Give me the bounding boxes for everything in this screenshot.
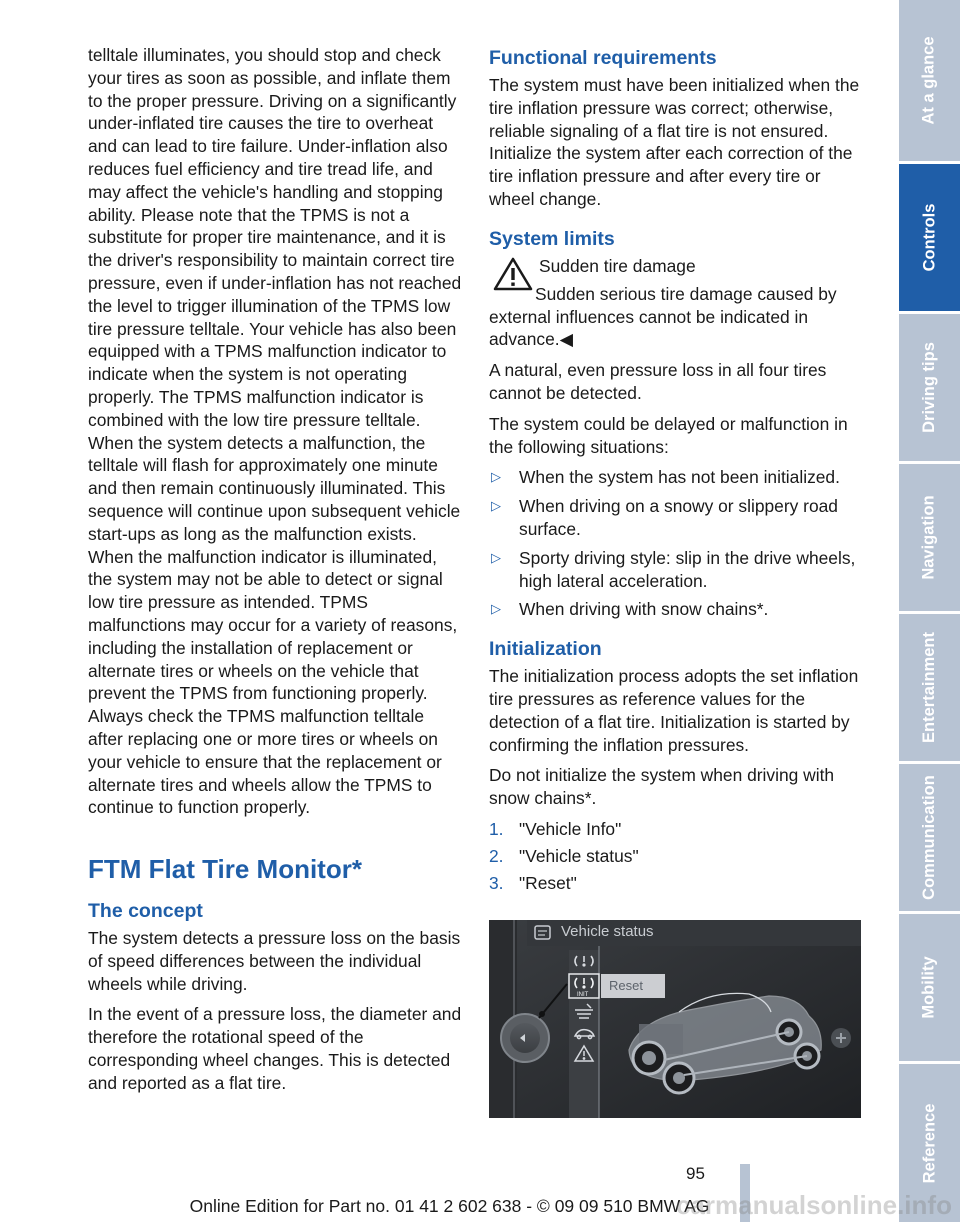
list-item <box>489 598 861 621</box>
warning-text <box>489 283 861 351</box>
reset-menu-item[interactable]: Reset <box>609 978 643 993</box>
chapter-tabs <box>899 0 960 1222</box>
idrive-display <box>489 920 861 1118</box>
page-number: 95 <box>686 1164 705 1183</box>
list-item <box>489 818 861 841</box>
tab-driving-tips[interactable] <box>899 314 960 461</box>
section-title: FTM Flat Tire Monitor* <box>88 854 362 885</box>
bullet-text: Sporty driving style: slip in the drive wheels, high lateral acceleration. <box>519 547 856 591</box>
warning-text-content: Sudden serious tire damage caused by external influences cannot be indicated in advance.◀ <box>489 283 837 350</box>
bullet-marker: ▷ <box>491 549 501 565</box>
step-text: "Vehicle status" <box>519 845 639 866</box>
watermark: carmanualsonline.info <box>676 1190 952 1220</box>
warning-title: Sudden tire damage <box>539 255 696 276</box>
vehicle-status-screenshot <box>489 920 861 1118</box>
tab-navigation[interactable] <box>899 464 960 611</box>
step-text: "Reset" <box>519 872 577 893</box>
limits-paragraph-2: The system could be delayed or malfunction in the following situations: <box>489 413 848 457</box>
list-item <box>489 845 861 868</box>
bullet-marker: ▷ <box>491 601 501 617</box>
tab-communication[interactable] <box>899 764 960 911</box>
limits-paragraph-1: A natural, even pressure loss in all four tires cannot be detected. <box>489 360 827 403</box>
limits-bullet-list <box>489 466 861 621</box>
list-item <box>489 495 861 541</box>
step-text: "Vehicle Info" <box>519 818 622 839</box>
tab-controls[interactable] <box>899 164 960 311</box>
functional-requirements-paragraph: The system must have been initialized when the tire inflation pressure was correct; otherwise, reliable signaling of a flat tire is not ensured. Initialize the system after each correction of the tire inflation pressure and after every tire or wheel change. <box>489 75 860 209</box>
tab-entertainment[interactable] <box>899 614 960 761</box>
tpms-paragraph: telltale illuminates, you should stop and check your tires as soon as possible, and inflate them to the proper pressure. Driving on a significantly under-inflated tire causes the tire to overheat and can lead to tire failure. Under-inflation also reduces fuel efficiency and tire tread life, and may affect the vehicle's handling and stopping ability. Please note that the TPMS is not a substitute for proper tire maintenance, and it is the driver's responsibility to maintain correct tire pressure, even if under-inflation has not reached the level to trigger illumination of the TPMS low tire pressure telltale. Your vehicle has also been equipped with a TPMS malfunction indicator to indicate when the system is not operating properly. The TPMS malfunction indicator is combined with the low tire pressure telltale. When the system detects a malfunction, the telltale will flash for approximately one minute and then remain continuously illuminated. This sequence will continue upon subsequent vehicle start-ups as long as the malfunction exists. When the malfunction indicator is illuminated, the system may not be able to detect or signal low tire pressure as intended. TPMS malfunctions may occur for a variety of reasons, including the installation of replacement or alternate tires or wheels on the vehicle that prevent the TPMS from functioning properly. Always check the TPMS malfunction telltale after replacing one or more tires or wheels on your vehicle to ensure that the replacement or alternate tires and wheels allow the TPMS to continue to function properly. <box>88 45 462 818</box>
initialization-paragraph-2: Do not initialize the system when driving with snow chains*. <box>489 765 835 809</box>
concept-paragraph-2: In the event of a pressure loss, the diameter and therefore the rotational speed of the corresponding wheel changes. This is detected and reported as a flat tire. <box>88 1004 462 1093</box>
bullet-marker: ▷ <box>491 469 501 485</box>
step-number: 3. <box>489 872 504 893</box>
initialization-paragraph-1: The initialization process adopts the set inflation tire pressures as reference values for the detection of a flat tire. Initialization is started by confirming the inflation pressures. <box>489 666 859 755</box>
functional-requirements-heading: Functional requirements <box>489 47 717 69</box>
bullet-text: When driving on a snowy or slippery road surface. <box>519 496 838 539</box>
tab-label: Driving tips <box>920 342 939 433</box>
bullet-text: When the system has not been initialized. <box>519 467 840 488</box>
tab-label: Reference <box>920 1103 939 1183</box>
bullet-text: When driving with snow chains*. <box>519 599 769 620</box>
screen-title: Vehicle status <box>561 923 654 940</box>
list-item <box>489 872 861 895</box>
bullet-marker: ▷ <box>491 498 501 514</box>
footer-text: Online Edition for Part no. 01 41 2 602 638 - © 09 09 510 BMW AG <box>189 1196 710 1216</box>
tab-label: Communication <box>920 775 939 900</box>
init-label: INIT <box>577 992 589 998</box>
tab-label: Navigation <box>920 495 939 580</box>
step-number: 1. <box>489 818 504 839</box>
tab-label: Controls <box>920 203 938 272</box>
steps-list <box>489 818 861 894</box>
concept-paragraph-1: The system detects a pressure loss on the basis of speed differences between the individual wheels while driving. <box>88 928 461 994</box>
right-column <box>489 44 861 904</box>
system-limits-heading: System limits <box>489 227 615 250</box>
tab-mobility[interactable] <box>899 914 960 1061</box>
tab-at-a-glance[interactable] <box>899 0 960 161</box>
left-column <box>88 44 462 1103</box>
tab-label: At a glance <box>920 36 938 125</box>
list-item <box>489 466 861 489</box>
concept-heading: The concept <box>88 900 203 923</box>
initialization-heading: Initialization <box>489 638 602 661</box>
tab-label: Mobility <box>920 956 939 1019</box>
warning-triangle-icon <box>493 257 533 291</box>
tab-label: Entertainment <box>920 632 938 743</box>
step-number: 2. <box>489 845 504 866</box>
list-item <box>489 547 861 593</box>
